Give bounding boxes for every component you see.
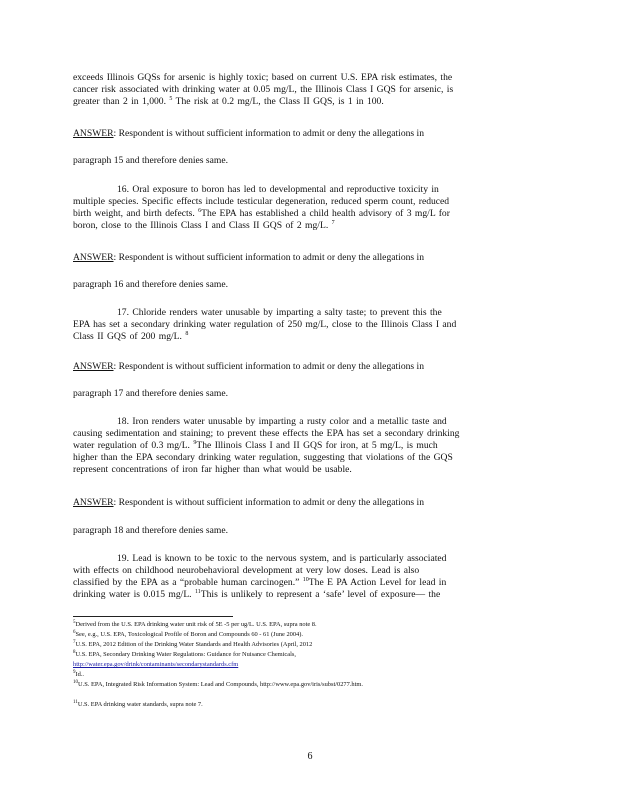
text-line: exceeds Illinois GQSs for arsenic is highly toxic; based on current U.S. EPA risk estimates, the — [73, 72, 453, 83]
answer-line: ANSWER: Respondent is without sufficient information to admit or deny the allegations in — [73, 361, 425, 372]
text-line: 16. Oral exposure to boron has led to developmental and reproductive toxicity in — [117, 184, 439, 195]
footnote-9: $^9$Id.. — [73, 669, 85, 678]
footnote-ref: 8 — [185, 330, 189, 337]
text-line: Class II GQS of 200 mg/L. $^8$ — [73, 330, 189, 342]
epa-secondary-standards-link[interactable]: http://water.epa.gov/drink/contaminants/secondarystandards.cfm — [73, 661, 239, 668]
answer-line: ANSWER: Respondent is without sufficient information to admit or deny the allegations in — [73, 252, 425, 263]
text-line: 19. Lead is known to be toxic to the nervous system, and is particularly associated — [117, 553, 447, 564]
paragraph-17 — [73, 307, 537, 343]
footnote-ref: 11 — [194, 588, 201, 595]
text-line: 18. Iron renders water unusable by imparting a rusty color and a metallic taste and — [117, 416, 447, 427]
answer-15-cont: paragraph 15 and therefore denies same. — [73, 155, 229, 166]
footnote-8-link-line — [73, 661, 543, 669]
text-line: drinking water is 0.015 mg/L. $^{11}$This is unlikely to represent a ‘safe’ level of exposure— the — [73, 588, 441, 600]
footnote-separator — [73, 616, 233, 617]
answer-line: ANSWER: Respondent is without sufficient information to admit or deny the allegations in — [73, 128, 425, 139]
text-line: represent concentrations of iron far higher than what would be usable. — [73, 464, 352, 475]
text-line: birth weight, and birth defects. $^6$The EPA has established a child health advisory of 3 mg/L for — [73, 207, 450, 219]
text-line: cancer risk associated with drinking water at 0.05 mg/L, the Illinois Class I GQS for arsenic, is — [73, 84, 454, 95]
answer-18-cont: paragraph 18 and therefore denies same. — [73, 525, 229, 536]
answer-label: ANSWER — [73, 128, 114, 139]
footnote-6: $^6$See, e.g., U.S. EPA, Toxicological Profile of Boron and Compounds 60 - 61 (June 2004). — [73, 629, 303, 638]
text-line: water regulation of 0.3 mg/L. $^9$The Illinois Class I and II GQS for iron, at 5 mg/L, is much — [73, 439, 438, 451]
footnote-ref: 5 — [169, 95, 173, 102]
text-line: classified by the EPA as a “probable human carcinogen.” $^{10}$The E PA Action Level for lead in — [73, 576, 447, 588]
page-number: 6 — [307, 751, 313, 762]
answer-label: ANSWER — [73, 361, 114, 372]
answer-18 — [73, 497, 537, 509]
text-line: multiple species. Specific effects include testicular degeneration, reduced sperm count, reduced — [73, 196, 450, 207]
paragraph-14-continuation — [73, 72, 537, 108]
text-line: causing sedimentation and staining; to prevent these effects the EPA has set a secondary drinking — [73, 428, 460, 439]
answer-17-cont: paragraph 17 and therefore denies same. — [73, 388, 229, 399]
answer-label: ANSWER — [73, 497, 114, 508]
footnote-ref: 7 — [331, 219, 335, 226]
paragraph-18 — [73, 416, 537, 476]
text-line: 17. Chloride renders water unusable by imparting a salty taste; to prevent this the — [117, 307, 442, 318]
answer-15 — [73, 128, 537, 140]
footnote-8: $^8$U.S. EPA, Secondary Drinking Water Regulations: Guidance for Nuisance Chemicals, — [73, 649, 296, 658]
paragraph-19 — [73, 553, 537, 601]
answer-17 — [73, 361, 537, 373]
answer-16-cont: paragraph 16 and therefore denies same. — [73, 279, 229, 290]
text-line: greater than 2 in 1,000. $^5$ The risk at 0.2 mg/L, the Class II GQS, is 1 in 100. — [73, 95, 384, 107]
footnote-5: $^5$Derived from the U.S. EPA drinking water unit risk of 5E -5 per ug/L. U.S. EPA, supra note 8. — [73, 619, 317, 628]
footnote-ref: 6 — [198, 207, 202, 214]
text-line: boron, close to the Illinois Class I and Class II GQS of 2 mg/L. $^7$ — [73, 219, 335, 231]
footnote-11: $^{11}$U.S. EPA drinking water standards, supra note 7. — [73, 699, 203, 708]
answer-line: ANSWER: Respondent is without sufficient information to admit or deny the allegations in — [73, 497, 425, 508]
footnote-10: $^{10}$U.S. EPA, Integrated Risk Information System: Lead and Compounds, http://www.epa.gov/iris/subst/0277.htm. — [73, 679, 363, 688]
footnote-ref: 9 — [193, 439, 197, 446]
text-line: EPA has set a secondary drinking water regulation of 250 mg/L, close to the Illinois Class I and — [73, 319, 457, 330]
footnote-ref: 10 — [302, 576, 309, 583]
paragraph-16 — [73, 184, 537, 232]
answer-label: ANSWER — [73, 252, 114, 263]
answer-16 — [73, 252, 537, 264]
text-line: higher than the EPA secondary drinking water regulation, suggesting that violations of the GQS — [73, 452, 453, 463]
text-line: with effects on childhood neurobehavioral development at very low doses. Lead is also — [73, 565, 420, 576]
footnote-7: $^7$U.S. EPA, 2012 Edition of the Drinking Water Standards and Health Advisories (April, 2012 — [73, 639, 313, 648]
